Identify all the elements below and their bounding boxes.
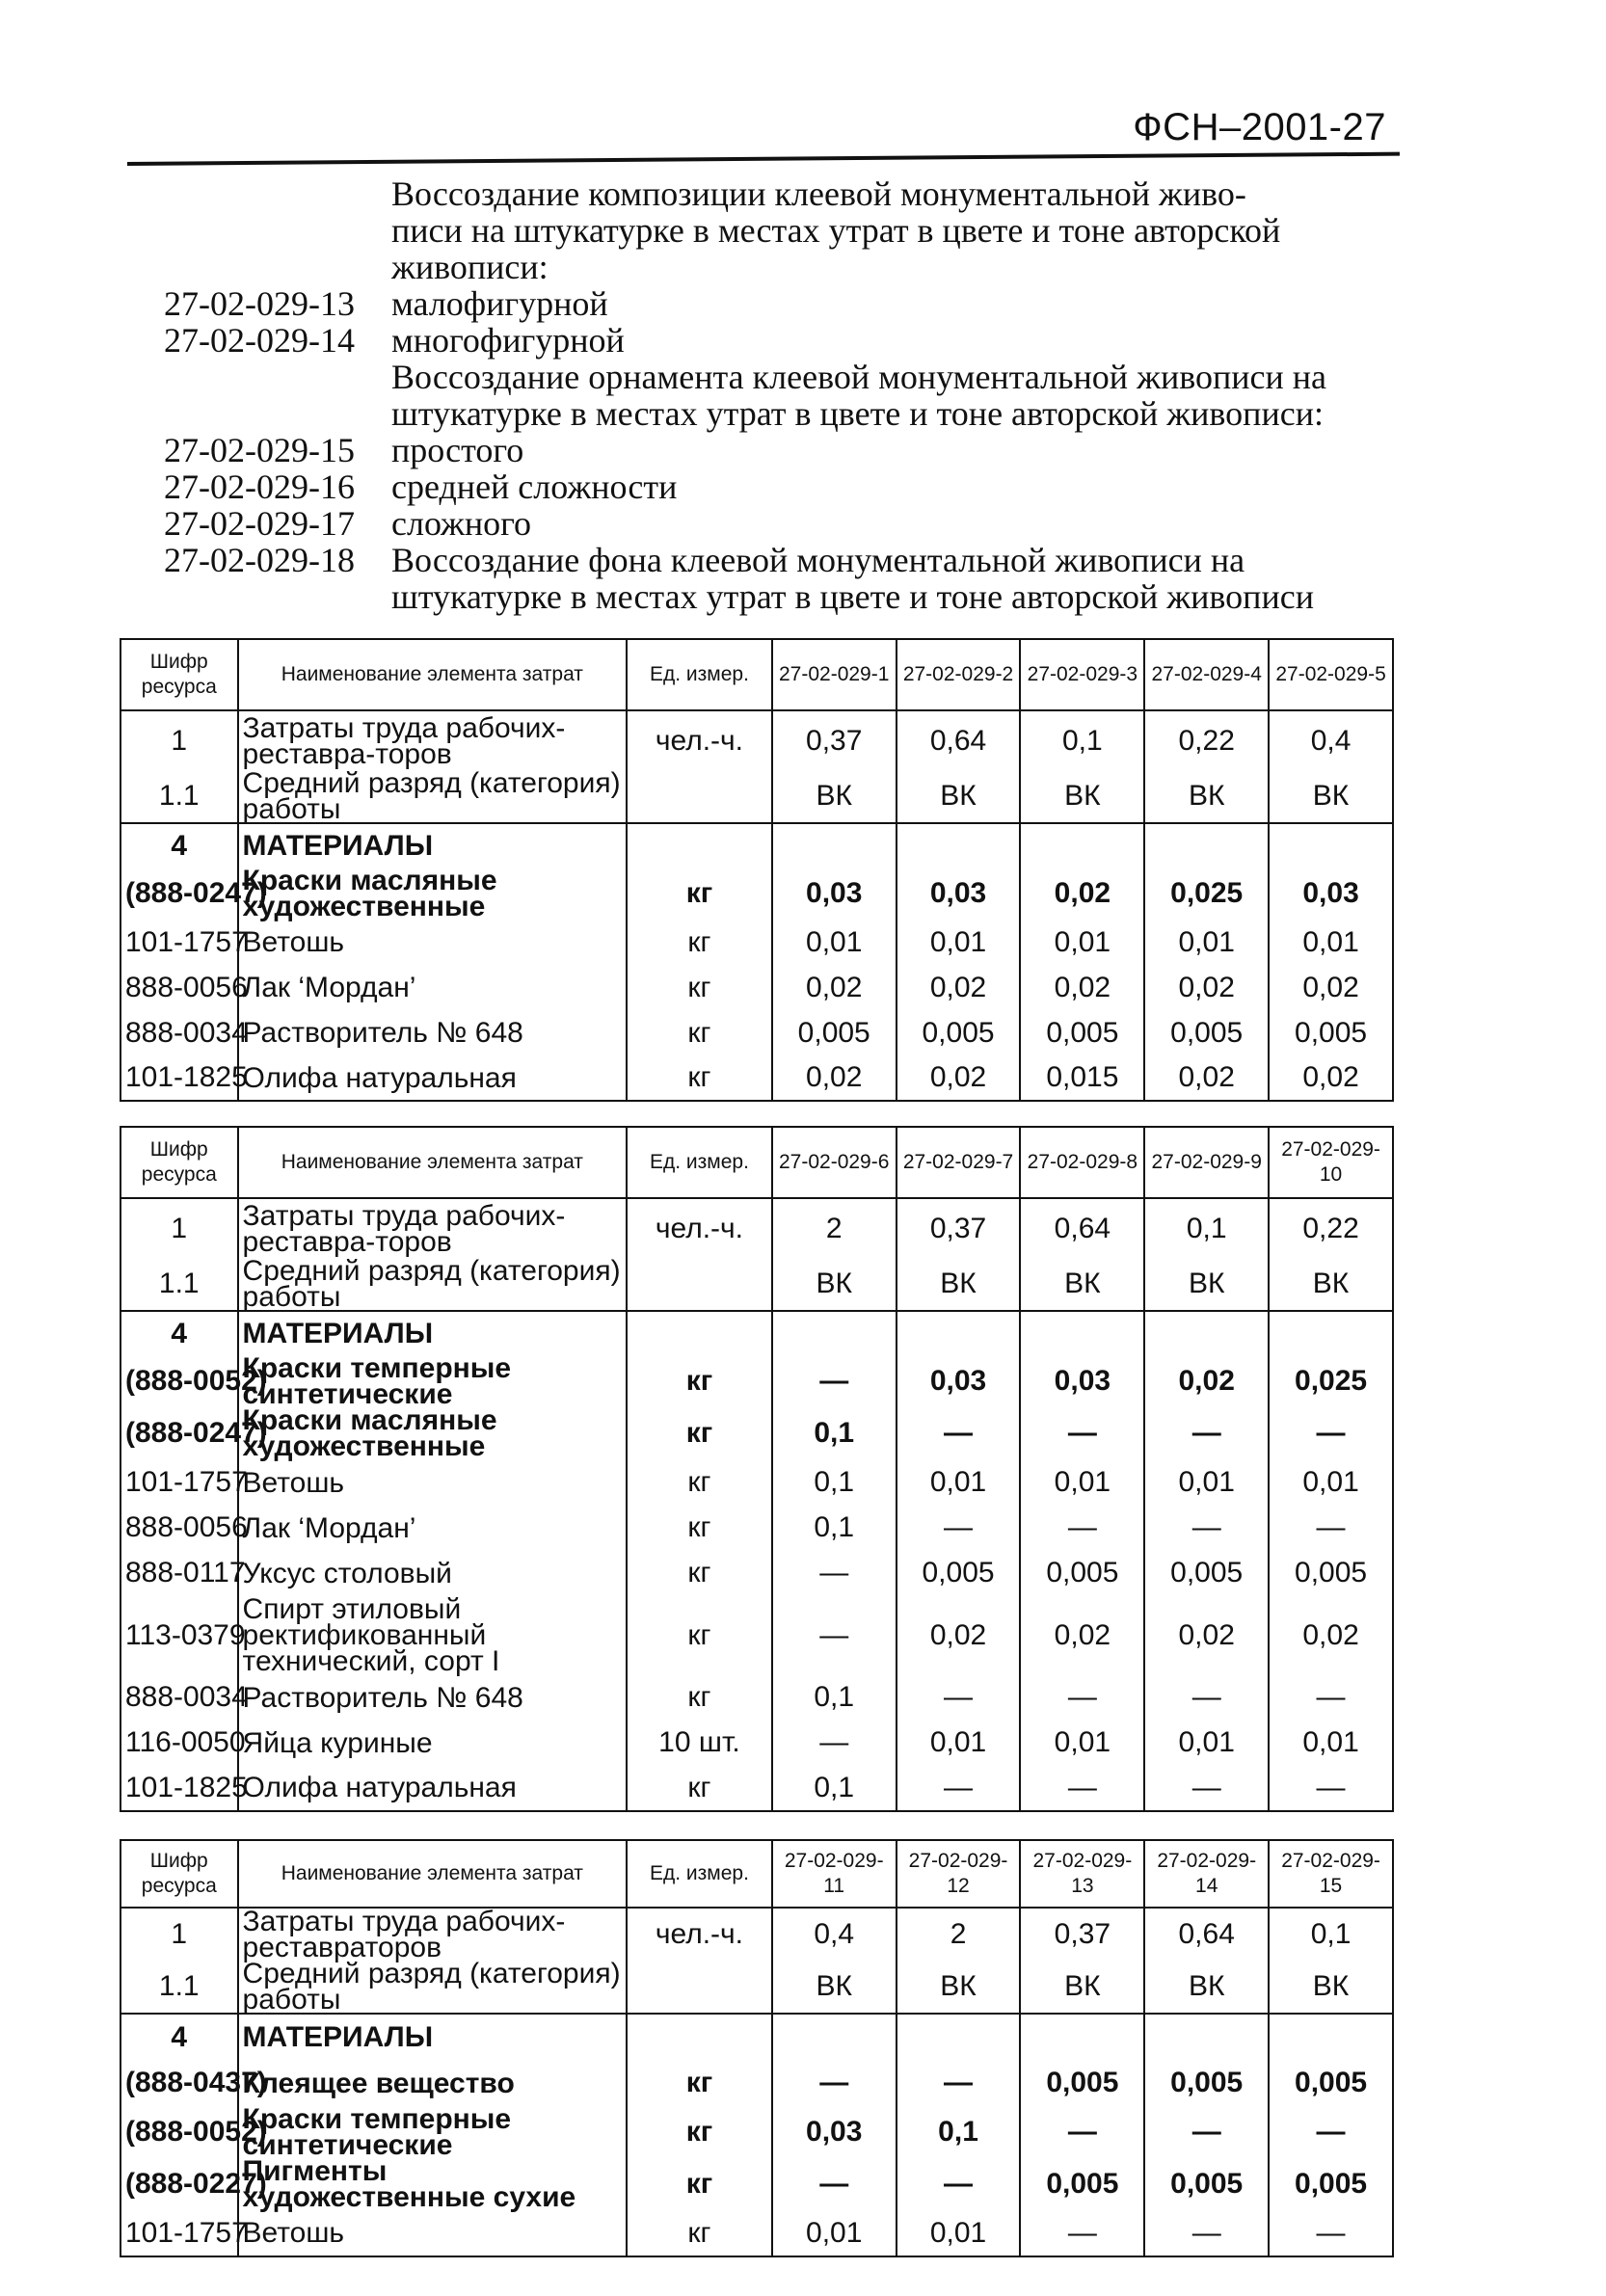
table-row xyxy=(120,1506,1393,1550)
norm-table xyxy=(120,1839,1394,2257)
unit xyxy=(627,1258,772,1311)
item-code: 27-02-029-16 xyxy=(164,467,355,506)
norm-value xyxy=(772,823,897,868)
unit: кг xyxy=(627,1506,772,1550)
item-code: 27-02-029-13 xyxy=(164,284,355,323)
unit: кг xyxy=(627,1550,772,1596)
cost-element-name: Средний разряд (категория) работы xyxy=(238,770,628,823)
norm-value: — xyxy=(1144,1506,1269,1550)
norm-value: 0,01 xyxy=(1144,1459,1269,1506)
norm-value: 0,1 xyxy=(772,1765,897,1811)
norm-value: ВК xyxy=(1020,1258,1144,1311)
header-column-code: 27-02-029-4 xyxy=(1144,639,1269,710)
norm-value: 0,02 xyxy=(897,1055,1021,1101)
norm-value: — xyxy=(772,1355,897,1407)
heading-line: Воссоздание композиции клеевой монументальной живо- xyxy=(391,174,1246,213)
norm-value xyxy=(1020,2014,1144,2060)
norm-value: ВК xyxy=(1144,770,1269,823)
norm-value: 0,03 xyxy=(772,2106,897,2158)
norm-value: — xyxy=(1269,1407,1393,1459)
norm-value: — xyxy=(1144,1674,1269,1721)
item-text: малофигурной xyxy=(391,284,608,323)
norm-value: — xyxy=(772,2158,897,2210)
norm-value: 0,1 xyxy=(772,1459,897,1506)
norm-value: — xyxy=(897,1674,1021,1721)
table-row xyxy=(120,1198,1393,1258)
table-row xyxy=(120,1355,1393,1407)
item-text: многофигурной xyxy=(391,321,625,360)
table-row xyxy=(120,920,1393,965)
resource-code: 101-1757 xyxy=(120,2210,238,2256)
norm-value: 0,005 xyxy=(1269,2060,1393,2106)
norm-value: 0,1 xyxy=(1020,710,1144,770)
unit xyxy=(627,2014,772,2060)
norm-value: — xyxy=(772,2060,897,2106)
table-row xyxy=(120,868,1393,920)
cost-element-name: Краски темперные синтетические xyxy=(238,2106,628,2158)
resource-code: 888-0034 xyxy=(120,1010,238,1055)
resource-code: 4 xyxy=(120,823,238,868)
norm-value: ВК xyxy=(1144,1258,1269,1311)
header-name: Наименование элемента затрат xyxy=(238,1840,628,1908)
norm-value: 0,005 xyxy=(897,1010,1021,1055)
norm-value xyxy=(772,1311,897,1355)
norm-value: 0,005 xyxy=(897,1550,1021,1596)
norm-value: — xyxy=(897,1765,1021,1811)
norm-value xyxy=(1269,1311,1393,1355)
norm-value: 0,01 xyxy=(1144,920,1269,965)
cost-element-name: Яйца куриные xyxy=(238,1721,628,1765)
heading-line: штукатурке в местах утрат в цвете и тоне авторской живописи: xyxy=(391,394,1324,433)
cost-element-name: МАТЕРИАЛЫ xyxy=(238,1311,628,1355)
resource-code: 1.1 xyxy=(120,1961,238,2014)
norm-table xyxy=(120,1126,1394,1812)
norm-value xyxy=(897,1311,1021,1355)
norm-value: 0,02 xyxy=(1020,1596,1144,1674)
norm-value: ВК xyxy=(772,1258,897,1311)
table-row xyxy=(120,2106,1393,2158)
unit: чел.-ч. xyxy=(627,1908,772,1961)
norm-value: 0,03 xyxy=(897,868,1021,920)
heading-line: писи на штукатурке в местах утрат в цвете и тоне авторской xyxy=(391,211,1281,250)
norm-value: 0,1 xyxy=(772,1506,897,1550)
norm-value: 0,37 xyxy=(1020,1908,1144,1961)
cost-element-name: Клеящее вещество xyxy=(238,2060,628,2106)
norm-value: ВК xyxy=(1269,1961,1393,2014)
norm-value: 0,005 xyxy=(1020,1010,1144,1055)
unit: чел.-ч. xyxy=(627,1198,772,1258)
norm-value: 0,01 xyxy=(1144,1721,1269,1765)
norm-value: — xyxy=(1020,1506,1144,1550)
norm-value: 0,005 xyxy=(772,1010,897,1055)
resource-code: 1.1 xyxy=(120,770,238,823)
item-text: сложного xyxy=(391,504,532,543)
resource-code: 1 xyxy=(120,1198,238,1258)
header-column-code: 27-02-029-14 xyxy=(1144,1840,1269,1908)
norm-value: 0,22 xyxy=(1269,1198,1393,1258)
item-text: простого xyxy=(391,431,524,469)
unit: кг xyxy=(627,1596,772,1674)
resource-code: (888-0437) xyxy=(120,2060,238,2106)
document-code: ФСН–2001-27 xyxy=(1133,106,1386,148)
norm-value: 0,1 xyxy=(1269,1908,1393,1961)
norm-value: — xyxy=(1144,1765,1269,1811)
header-unit: Ед. измер. xyxy=(627,1840,772,1908)
resource-code: 1 xyxy=(120,1908,238,1961)
norm-value: 0,02 xyxy=(897,1596,1021,1674)
table-row xyxy=(120,1055,1393,1101)
norm-value: 0,01 xyxy=(1269,1459,1393,1506)
norm-value: 0,1 xyxy=(772,1407,897,1459)
norm-value: — xyxy=(1020,1765,1144,1811)
table-row xyxy=(120,770,1393,823)
unit: кг xyxy=(627,1459,772,1506)
norm-table xyxy=(120,638,1394,1102)
norm-value: 0,01 xyxy=(1269,1721,1393,1765)
norm-value: 0,02 xyxy=(772,1055,897,1101)
cost-element-name: Средний разряд (категория) работы xyxy=(238,1961,628,2014)
norm-value: 0,015 xyxy=(1020,1055,1144,1101)
norm-value: 0,01 xyxy=(1020,920,1144,965)
header-column-code: 27-02-029-8 xyxy=(1020,1127,1144,1198)
norm-value: 0,02 xyxy=(897,965,1021,1010)
norm-value: 0,03 xyxy=(897,1355,1021,1407)
norm-value: — xyxy=(1020,1407,1144,1459)
norm-value: — xyxy=(1144,1407,1269,1459)
norm-value: ВК xyxy=(897,1258,1021,1311)
header-column-code: 27-02-029-13 xyxy=(1020,1840,1144,1908)
cost-element-name: Растворитель № 648 xyxy=(238,1010,628,1055)
table-row xyxy=(120,1765,1393,1811)
norm-value: 0,02 xyxy=(1144,1055,1269,1101)
resource-code: 1 xyxy=(120,710,238,770)
heading-line: живописи: xyxy=(391,248,549,286)
cost-element-name: Растворитель № 648 xyxy=(238,1674,628,1721)
norm-value: 0,1 xyxy=(897,2106,1021,2158)
unit: кг xyxy=(627,965,772,1010)
cost-element-name: МАТЕРИАЛЫ xyxy=(238,823,628,868)
norm-value: — xyxy=(1269,2210,1393,2256)
norm-value: 0,64 xyxy=(1144,1908,1269,1961)
table-row xyxy=(120,2060,1393,2106)
norm-value: 0,1 xyxy=(772,1674,897,1721)
norm-value: 0,4 xyxy=(1269,710,1393,770)
cost-element-name: Уксус столовый xyxy=(238,1550,628,1596)
norm-value: 0,005 xyxy=(1269,1010,1393,1055)
norm-value: — xyxy=(1144,2106,1269,2158)
norm-value: 0,64 xyxy=(897,710,1021,770)
table-row xyxy=(120,1674,1393,1721)
norm-value: — xyxy=(772,1596,897,1674)
unit xyxy=(627,770,772,823)
table-row xyxy=(120,1010,1393,1055)
norm-value: 0,005 xyxy=(1020,2060,1144,2106)
resource-code: 888-0117 xyxy=(120,1550,238,1596)
table-row xyxy=(120,965,1393,1010)
cost-element-name: Затраты труда рабочих-реставраторов xyxy=(238,1908,628,1961)
norm-value: ВК xyxy=(1020,1961,1144,2014)
unit: кг xyxy=(627,2210,772,2256)
header-column-code: 27-02-029-2 xyxy=(897,639,1021,710)
resource-code: 888-0056 xyxy=(120,1506,238,1550)
table-row xyxy=(120,1459,1393,1506)
resource-code: 1.1 xyxy=(120,1258,238,1311)
unit xyxy=(627,1311,772,1355)
norm-value: 0,02 xyxy=(1020,868,1144,920)
norm-value: 0,005 xyxy=(1269,1550,1393,1596)
norm-value xyxy=(1144,2014,1269,2060)
norm-value: 0,005 xyxy=(1144,2060,1269,2106)
norm-value: 0,025 xyxy=(1144,868,1269,920)
table-row xyxy=(120,1961,1393,2014)
norm-value: ВК xyxy=(897,1961,1021,2014)
norm-value: 0,01 xyxy=(772,2210,897,2256)
header-unit: Ед. измер. xyxy=(627,639,772,710)
norm-value: 0,02 xyxy=(1269,1596,1393,1674)
norm-value: — xyxy=(1020,1674,1144,1721)
header-column-code: 27-02-029-11 xyxy=(772,1840,897,1908)
header-column-code: 27-02-029-5 xyxy=(1269,639,1393,710)
norm-value: ВК xyxy=(897,770,1021,823)
norm-value: 0,005 xyxy=(1144,2158,1269,2210)
norm-value: 0,01 xyxy=(1020,1721,1144,1765)
norm-value: — xyxy=(772,1721,897,1765)
unit xyxy=(627,823,772,868)
cost-element-name: Ветошь xyxy=(238,2210,628,2256)
norm-value xyxy=(1020,1311,1144,1355)
norm-value: 0,01 xyxy=(772,920,897,965)
norm-value: 0,005 xyxy=(1144,1010,1269,1055)
cost-element-name: Пигменты художественные сухие xyxy=(238,2158,628,2210)
table-row xyxy=(120,1596,1393,1674)
table-row xyxy=(120,1721,1393,1765)
norm-value: 0,03 xyxy=(1020,1355,1144,1407)
norm-value: 0,37 xyxy=(772,710,897,770)
norm-value: 0,01 xyxy=(897,2210,1021,2256)
norm-value: — xyxy=(1020,2106,1144,2158)
header-column-code: 27-02-029-6 xyxy=(772,1127,897,1198)
norm-value: — xyxy=(897,2060,1021,2106)
cost-element-name: Олифа натуральная xyxy=(238,1055,628,1101)
norm-value: ВК xyxy=(1269,770,1393,823)
norm-value: 0,01 xyxy=(1269,920,1393,965)
norm-value: 0,64 xyxy=(1020,1198,1144,1258)
resource-code: 888-0034 xyxy=(120,1674,238,1721)
norm-value: 0,005 xyxy=(1269,2158,1393,2210)
norm-value: ВК xyxy=(772,1961,897,2014)
norm-value: ВК xyxy=(1020,770,1144,823)
norm-value xyxy=(897,823,1021,868)
norm-value: 0,02 xyxy=(1269,965,1393,1010)
norm-value xyxy=(772,2014,897,2060)
unit: кг xyxy=(627,1010,772,1055)
unit: 10 шт. xyxy=(627,1721,772,1765)
table-row xyxy=(120,1407,1393,1459)
norm-value xyxy=(897,2014,1021,2060)
norm-value: — xyxy=(1269,1506,1393,1550)
norm-value: 0,005 xyxy=(1020,2158,1144,2210)
cost-element-name: Лак ‘Мордан’ xyxy=(238,965,628,1010)
table-row xyxy=(120,1258,1393,1311)
unit: чел.-ч. xyxy=(627,710,772,770)
header-name: Наименование элемента затрат xyxy=(238,1127,628,1198)
norm-value: — xyxy=(1020,2210,1144,2256)
resource-code: 101-1825 xyxy=(120,1055,238,1101)
norm-value: 0,01 xyxy=(897,1459,1021,1506)
table-row xyxy=(120,2014,1393,2060)
norm-value: — xyxy=(897,1407,1021,1459)
norm-value: 0,03 xyxy=(772,868,897,920)
norm-value: — xyxy=(1144,2210,1269,2256)
norm-value: 0,22 xyxy=(1144,710,1269,770)
item-code: 27-02-029-15 xyxy=(164,431,355,469)
norm-value: ВК xyxy=(1269,1258,1393,1311)
norm-value: 2 xyxy=(897,1908,1021,1961)
cost-element-name: МАТЕРИАЛЫ xyxy=(238,2014,628,2060)
cost-element-name: Лак ‘Мордан’ xyxy=(238,1506,628,1550)
norm-value: 0,03 xyxy=(1269,868,1393,920)
norm-value: 0,02 xyxy=(1144,1355,1269,1407)
norm-value: — xyxy=(897,2158,1021,2210)
header-column-code: 27-02-029-15 xyxy=(1269,1840,1393,1908)
heading-line: Воссоздание орнамента клеевой монументальной живописи на xyxy=(391,358,1326,396)
cost-element-name: Ветошь xyxy=(238,920,628,965)
header-code: Шифр ресурса xyxy=(120,639,238,710)
header-column-code: 27-02-029-1 xyxy=(772,639,897,710)
header-column-code: 27-02-029-12 xyxy=(897,1840,1021,1908)
header-column-code: 27-02-029-3 xyxy=(1020,639,1144,710)
table-row xyxy=(120,1908,1393,1961)
resource-code: 101-1757 xyxy=(120,1459,238,1506)
norm-value: 0,02 xyxy=(1144,965,1269,1010)
resource-code: (888-0052) xyxy=(120,1355,238,1407)
norm-value: 0,4 xyxy=(772,1908,897,1961)
unit: кг xyxy=(627,2106,772,2158)
norm-value: — xyxy=(1269,1765,1393,1811)
resource-code: (888-0247) xyxy=(120,868,238,920)
norm-value: — xyxy=(897,1506,1021,1550)
resource-code: (888-0227) xyxy=(120,2158,238,2210)
item-text: средней сложности xyxy=(391,467,678,506)
norm-value: 0,02 xyxy=(1144,1596,1269,1674)
norm-value xyxy=(1144,823,1269,868)
norm-value: 0,37 xyxy=(897,1198,1021,1258)
norm-value: ВК xyxy=(1144,1961,1269,2014)
norm-value: 0,02 xyxy=(1020,965,1144,1010)
unit: кг xyxy=(627,1355,772,1407)
cost-element-name: Краски масляные художественные xyxy=(238,868,628,920)
cost-element-name: Краски темперные синтетические xyxy=(238,1355,628,1407)
cost-element-name: Краски масляные художественные xyxy=(238,1407,628,1459)
unit: кг xyxy=(627,920,772,965)
norm-value: — xyxy=(1269,1674,1393,1721)
norm-value: 0,01 xyxy=(1020,1459,1144,1506)
norm-value: 0,005 xyxy=(1144,1550,1269,1596)
unit: кг xyxy=(627,1407,772,1459)
norm-value xyxy=(1144,1311,1269,1355)
norm-value: — xyxy=(1269,2106,1393,2158)
table-row xyxy=(120,1550,1393,1596)
header-column-code: 27-02-029-7 xyxy=(897,1127,1021,1198)
norm-value: 0,01 xyxy=(897,920,1021,965)
cost-element-name: Затраты труда рабочих-реставра-торов xyxy=(238,1198,628,1258)
unit: кг xyxy=(627,868,772,920)
resource-code: (888-0052) xyxy=(120,2106,238,2158)
item-code: 27-02-029-17 xyxy=(164,504,355,543)
norm-value: 0,1 xyxy=(1144,1198,1269,1258)
item-code: 27-02-029-18 xyxy=(164,541,355,579)
cost-element-name: Средний разряд (категория) работы xyxy=(238,1258,628,1311)
unit: кг xyxy=(627,2158,772,2210)
cost-element-name: Спирт этиловый ректификованный технический, сорт I xyxy=(238,1596,628,1674)
table-row xyxy=(120,823,1393,868)
norm-value: 0,02 xyxy=(1269,1055,1393,1101)
table-row xyxy=(120,2158,1393,2210)
resource-code: 888-0056 xyxy=(120,965,238,1010)
unit: кг xyxy=(627,1674,772,1721)
resource-code: 4 xyxy=(120,1311,238,1355)
resource-code: (888-0247) xyxy=(120,1407,238,1459)
header-code: Шифр ресурса xyxy=(120,1127,238,1198)
norm-value: ВК xyxy=(772,770,897,823)
norm-value: 0,005 xyxy=(1020,1550,1144,1596)
table-row xyxy=(120,2210,1393,2256)
cost-element-name: Олифа натуральная xyxy=(238,1765,628,1811)
header-column-code: 27-02-029-10 xyxy=(1269,1127,1393,1198)
unit: кг xyxy=(627,1055,772,1101)
norm-value: — xyxy=(772,1550,897,1596)
norm-value xyxy=(1269,823,1393,868)
cost-element-name: Затраты труда рабочих-реставра-торов xyxy=(238,710,628,770)
table-row xyxy=(120,1311,1393,1355)
header-column-code: 27-02-029-9 xyxy=(1144,1127,1269,1198)
resource-code: 101-1757 xyxy=(120,920,238,965)
unit: кг xyxy=(627,1765,772,1811)
header-code: Шифр ресурса xyxy=(120,1840,238,1908)
resource-code: 101-1825 xyxy=(120,1765,238,1811)
unit: кг xyxy=(627,2060,772,2106)
norm-value xyxy=(1020,823,1144,868)
resource-code: 116-0050 xyxy=(120,1721,238,1765)
item-text: штукатурке в местах утрат в цвете и тоне авторской живописи xyxy=(391,577,1314,616)
header-unit: Ед. измер. xyxy=(627,1127,772,1198)
norm-value xyxy=(1269,2014,1393,2060)
norm-value: 2 xyxy=(772,1198,897,1258)
header-name: Наименование элемента затрат xyxy=(238,639,628,710)
item-text: Воссоздание фона клеевой монументальной живописи на xyxy=(391,541,1245,579)
norm-value: 0,01 xyxy=(897,1721,1021,1765)
resource-code: 4 xyxy=(120,2014,238,2060)
top-rule xyxy=(127,152,1400,166)
resource-code: 113-0379 xyxy=(120,1596,238,1674)
intro-text xyxy=(164,175,1400,615)
item-code: 27-02-029-14 xyxy=(164,321,355,360)
table-row xyxy=(120,710,1393,770)
norm-value: 0,02 xyxy=(772,965,897,1010)
unit xyxy=(627,1961,772,2014)
cost-element-name: Ветошь xyxy=(238,1459,628,1506)
norm-value: 0,025 xyxy=(1269,1355,1393,1407)
